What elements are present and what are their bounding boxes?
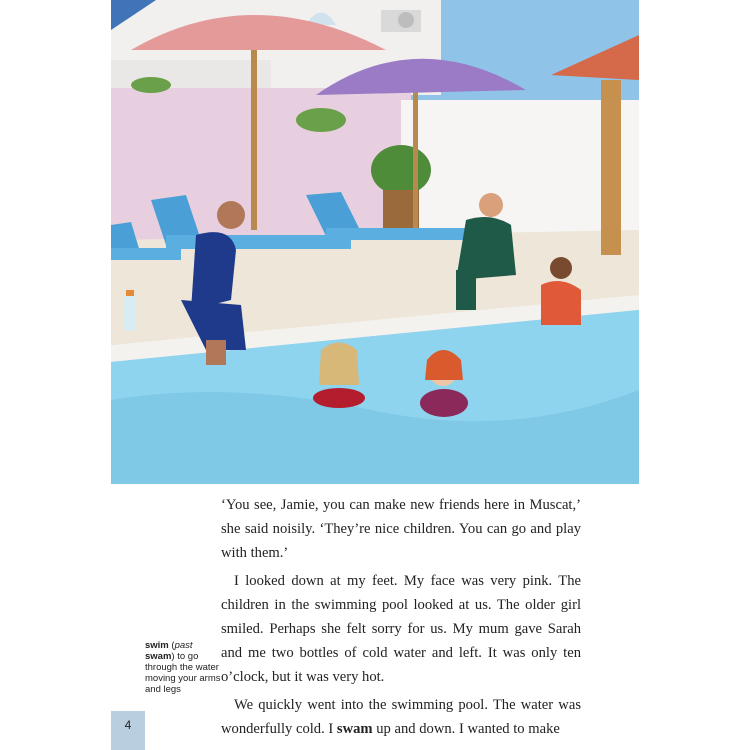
glossary-word-highlight: swam bbox=[336, 721, 373, 737]
pool-scene-illustration bbox=[111, 0, 639, 484]
glossary-paren: ( bbox=[168, 640, 175, 651]
glossary-term: swim bbox=[145, 640, 169, 651]
story-text bbox=[221, 493, 581, 745]
glossary-definition: to go through the water moving your arms and legs bbox=[145, 651, 221, 695]
glossary-box bbox=[145, 640, 225, 695]
glossary-past-label: past bbox=[174, 640, 193, 651]
story-paragraph: I looked down at my feet. My face was very pink. The children in the swimming pool looked at us. The older girl smiled. Perhaps she felt sorry for us. My mum gave Sarah and me two bottles of cold water and left. It was only ten o’clock, but it was very hot. bbox=[221, 573, 581, 685]
page-number-tab bbox=[111, 711, 145, 750]
story-paragraph: ‘You see, Jamie, you can make new friends here in Muscat,’ she said noisily. ‘They’re nice children. You can go and play with them.’ bbox=[221, 497, 581, 561]
glossary-past-term: swam bbox=[145, 651, 172, 662]
story-paragraph bbox=[221, 693, 581, 741]
glossary-paren: ) bbox=[171, 651, 175, 662]
page-number: 4 bbox=[124, 718, 132, 732]
story-text-segment: up and down. I wanted to make bbox=[372, 721, 560, 737]
story-text-segment: We quickly went into the swimming pool. The water was wonderfully cold. I bbox=[221, 697, 581, 737]
